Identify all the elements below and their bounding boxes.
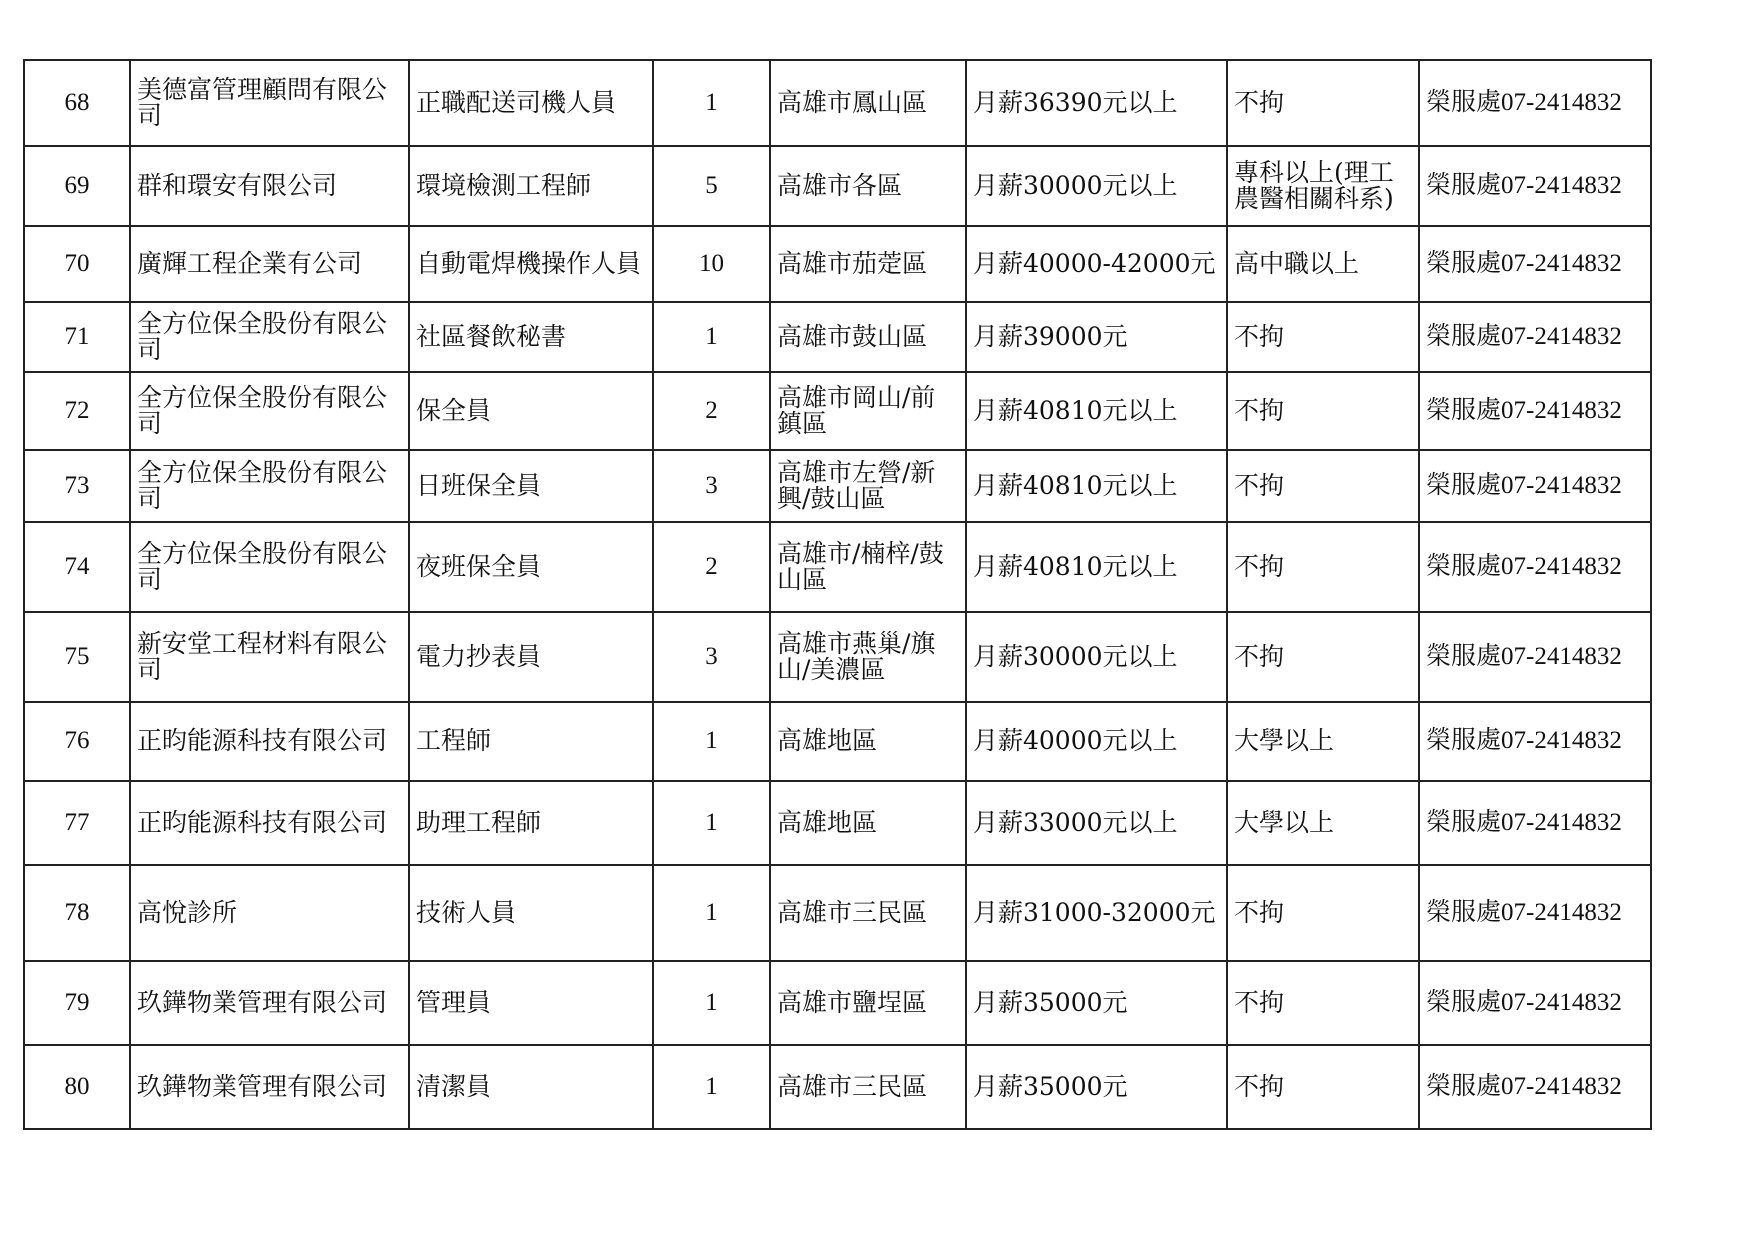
education-requirement: 大學以上: [1227, 702, 1419, 781]
row-number: 72: [24, 372, 130, 450]
salary: 月薪36390元以上: [966, 60, 1227, 146]
company-name: 正昀能源科技有限公司: [130, 702, 409, 781]
openings-count: 1: [653, 781, 770, 865]
openings-count: 1: [653, 60, 770, 146]
company-name: 玖鏵物業管理有限公司: [130, 961, 409, 1045]
table-row: [24, 1045, 1651, 1129]
row-number: 76: [24, 702, 130, 781]
row-number: 69: [24, 146, 130, 226]
job-title: 工程師: [409, 702, 653, 781]
education-requirement: 大學以上: [1227, 781, 1419, 865]
education-requirement: 不拘: [1227, 865, 1419, 961]
work-area: 高雄市鼓山區: [770, 302, 966, 372]
row-number: 71: [24, 302, 130, 372]
openings-count: 1: [653, 702, 770, 781]
job-title: 保全員: [409, 372, 653, 450]
table-row: [24, 612, 1651, 702]
salary: 月薪35000元: [966, 961, 1227, 1045]
job-title: 社區餐飲秘書: [409, 302, 653, 372]
salary: 月薪35000元: [966, 1045, 1227, 1129]
job-title: 電力抄表員: [409, 612, 653, 702]
contact-info: 榮服處07-2414832: [1419, 702, 1651, 781]
company-name: 全方位保全股份有限公司: [130, 372, 409, 450]
salary: 月薪40810元以上: [966, 522, 1227, 612]
education-requirement: 專科以上(理工農醫相關科系): [1227, 146, 1419, 226]
contact-info: 榮服處07-2414832: [1419, 612, 1651, 702]
work-area: 高雄市茄萣區: [770, 226, 966, 302]
company-name: 正昀能源科技有限公司: [130, 781, 409, 865]
education-requirement: 不拘: [1227, 1045, 1419, 1129]
table-row: [24, 146, 1651, 226]
openings-count: 2: [653, 522, 770, 612]
work-area: 高雄市燕巢/旗山/美濃區: [770, 612, 966, 702]
salary: 月薪30000元以上: [966, 146, 1227, 226]
education-requirement: 不拘: [1227, 522, 1419, 612]
contact-info: 榮服處07-2414832: [1419, 226, 1651, 302]
job-title: 正職配送司機人員: [409, 60, 653, 146]
table-row: [24, 522, 1651, 612]
company-name: 玖鏵物業管理有限公司: [130, 1045, 409, 1129]
row-number: 80: [24, 1045, 130, 1129]
education-requirement: 不拘: [1227, 60, 1419, 146]
row-number: 73: [24, 450, 130, 522]
education-requirement: 不拘: [1227, 450, 1419, 522]
job-title: 環境檢測工程師: [409, 146, 653, 226]
row-number: 70: [24, 226, 130, 302]
openings-count: 1: [653, 1045, 770, 1129]
work-area: 高雄市鳳山區: [770, 60, 966, 146]
work-area: 高雄地區: [770, 702, 966, 781]
company-name: 廣輝工程企業有公司: [130, 226, 409, 302]
work-area: 高雄市三民區: [770, 1045, 966, 1129]
job-title: 日班保全員: [409, 450, 653, 522]
row-number: 79: [24, 961, 130, 1045]
work-area: 高雄市三民區: [770, 865, 966, 961]
education-requirement: 不拘: [1227, 302, 1419, 372]
table-row: [24, 60, 1651, 146]
job-title: 清潔員: [409, 1045, 653, 1129]
salary: 月薪33000元以上: [966, 781, 1227, 865]
openings-count: 2: [653, 372, 770, 450]
company-name: 全方位保全股份有限公司: [130, 450, 409, 522]
company-name: 全方位保全股份有限公司: [130, 522, 409, 612]
education-requirement: 不拘: [1227, 961, 1419, 1045]
salary: 月薪39000元: [966, 302, 1227, 372]
table-row: [24, 450, 1651, 522]
work-area: 高雄市岡山/前鎮區: [770, 372, 966, 450]
work-area: 高雄市左營/新興/鼓山區: [770, 450, 966, 522]
contact-info: 榮服處07-2414832: [1419, 1045, 1651, 1129]
openings-count: 5: [653, 146, 770, 226]
salary: 月薪40000元以上: [966, 702, 1227, 781]
openings-count: 1: [653, 865, 770, 961]
row-number: 74: [24, 522, 130, 612]
company-name: 全方位保全股份有限公司: [130, 302, 409, 372]
work-area: 高雄市鹽埕區: [770, 961, 966, 1045]
row-number: 75: [24, 612, 130, 702]
openings-count: 1: [653, 961, 770, 1045]
job-title: 自動電焊機操作人員: [409, 226, 653, 302]
row-number: 78: [24, 865, 130, 961]
openings-count: 1: [653, 302, 770, 372]
work-area: 高雄市各區: [770, 146, 966, 226]
contact-info: 榮服處07-2414832: [1419, 865, 1651, 961]
salary: 月薪31000-32000元: [966, 865, 1227, 961]
education-requirement: 不拘: [1227, 612, 1419, 702]
work-area: 高雄市/楠梓/鼓山區: [770, 522, 966, 612]
table-row: [24, 226, 1651, 302]
contact-info: 榮服處07-2414832: [1419, 302, 1651, 372]
job-title: 管理員: [409, 961, 653, 1045]
job-listing-rows: [24, 60, 1651, 1129]
contact-info: 榮服處07-2414832: [1419, 60, 1651, 146]
salary: 月薪40810元以上: [966, 450, 1227, 522]
salary: 月薪30000元以上: [966, 612, 1227, 702]
job-title: 夜班保全員: [409, 522, 653, 612]
table-row: [24, 865, 1651, 961]
company-name: 高悅診所: [130, 865, 409, 961]
company-name: 新安堂工程材料有限公司: [130, 612, 409, 702]
table-row: [24, 702, 1651, 781]
table-row: [24, 372, 1651, 450]
education-requirement: 不拘: [1227, 372, 1419, 450]
job-title: 技術人員: [409, 865, 653, 961]
work-area: 高雄地區: [770, 781, 966, 865]
salary: 月薪40000-42000元: [966, 226, 1227, 302]
salary: 月薪40810元以上: [966, 372, 1227, 450]
contact-info: 榮服處07-2414832: [1419, 146, 1651, 226]
openings-count: 3: [653, 612, 770, 702]
table-row: [24, 302, 1651, 372]
openings-count: 3: [653, 450, 770, 522]
contact-info: 榮服處07-2414832: [1419, 961, 1651, 1045]
row-number: 68: [24, 60, 130, 146]
row-number: 77: [24, 781, 130, 865]
table-row: [24, 781, 1651, 865]
company-name: 群和環安有限公司: [130, 146, 409, 226]
job-listing-table: [23, 59, 1652, 1130]
education-requirement: 高中職以上: [1227, 226, 1419, 302]
company-name: 美德富管理顧問有限公司: [130, 60, 409, 146]
contact-info: 榮服處07-2414832: [1419, 781, 1651, 865]
contact-info: 榮服處07-2414832: [1419, 450, 1651, 522]
contact-info: 榮服處07-2414832: [1419, 372, 1651, 450]
contact-info: 榮服處07-2414832: [1419, 522, 1651, 612]
table-row: [24, 961, 1651, 1045]
job-title: 助理工程師: [409, 781, 653, 865]
openings-count: 10: [653, 226, 770, 302]
